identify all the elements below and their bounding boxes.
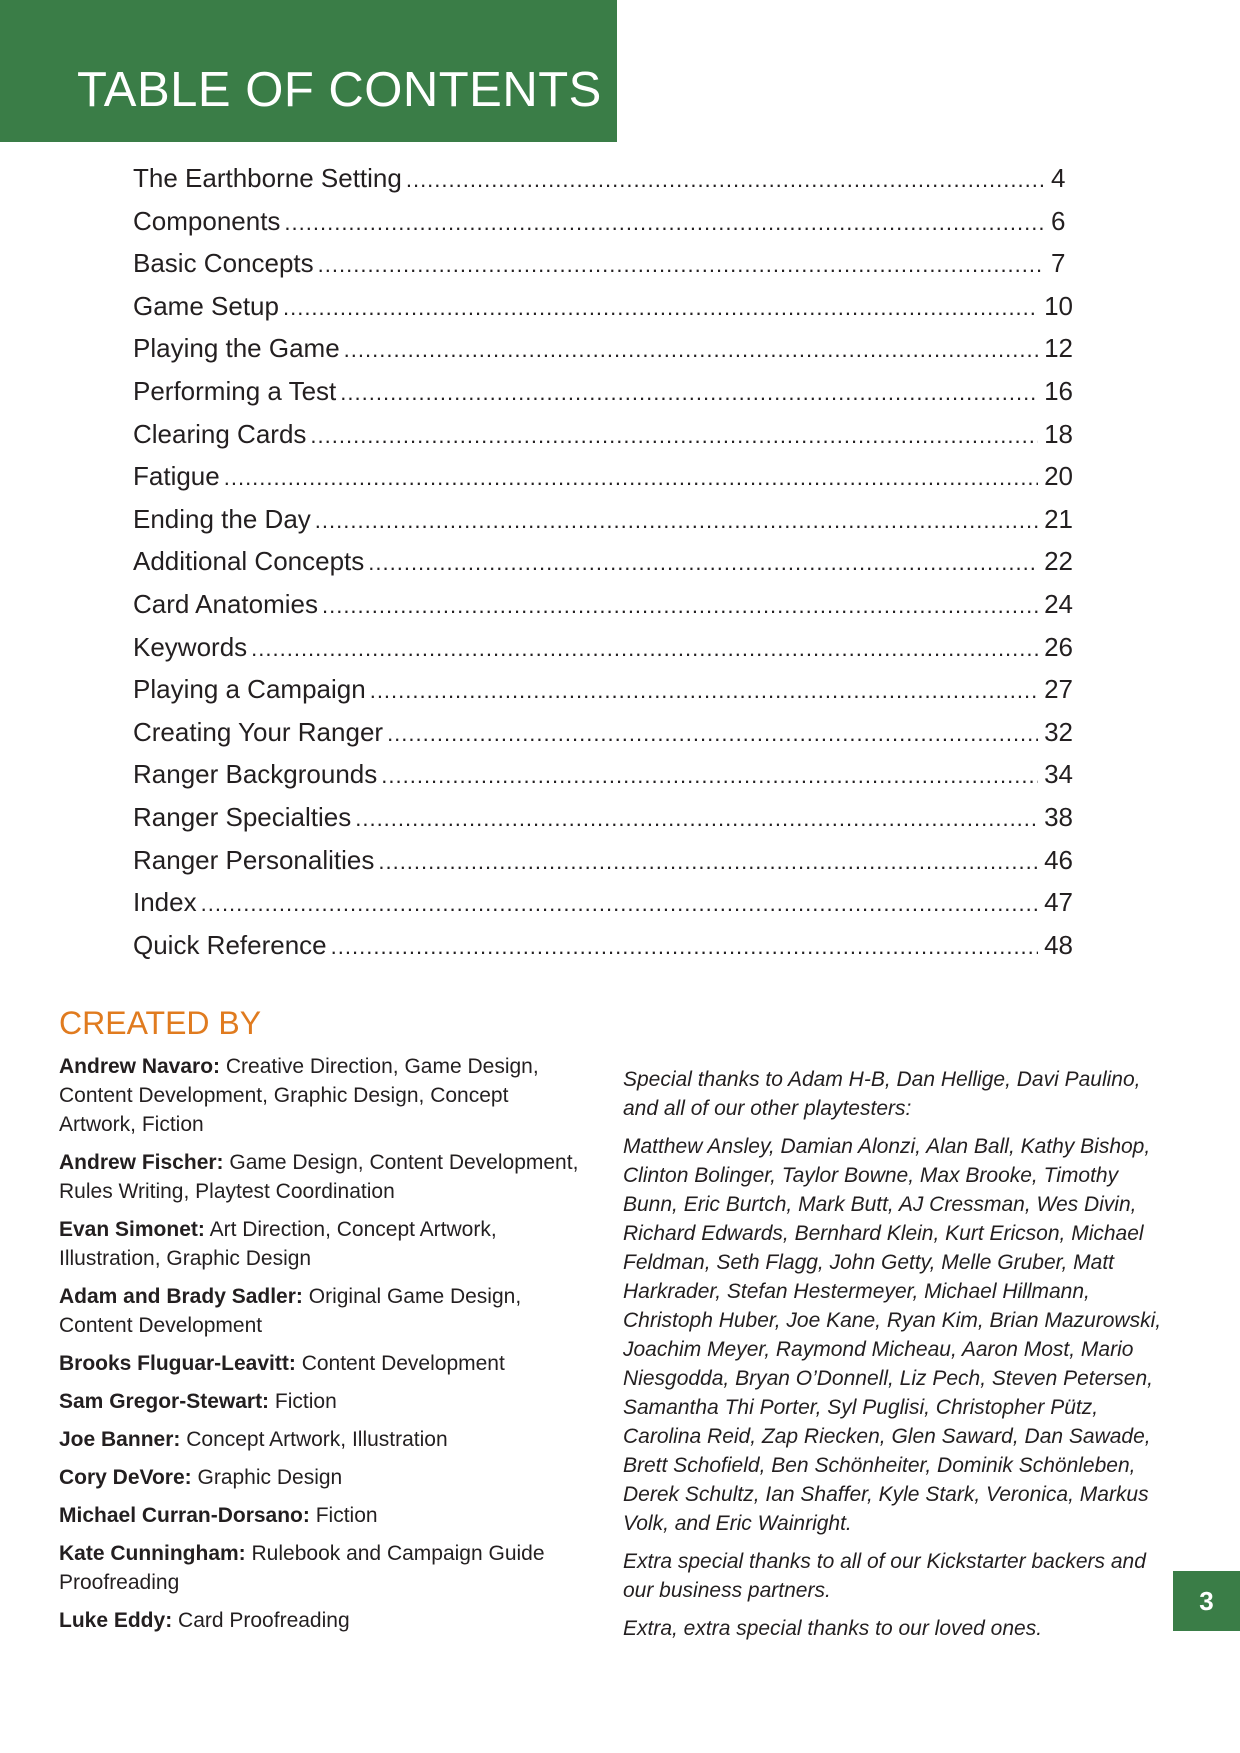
- toc-entry-label: Performing a Test: [133, 375, 337, 406]
- credit-name: Kate Cunningham:: [59, 1542, 246, 1565]
- toc-list: [133, 163, 1073, 972]
- toc-entry-page: 32: [1044, 716, 1073, 747]
- credit-entry: [59, 1282, 579, 1340]
- credit-roles: Creative Direction, Game Design, Content Development, Graphic Design, Concept Artwork, Fiction: [59, 1055, 539, 1136]
- toc-leader-dots: [318, 252, 1045, 278]
- toc-entry-label: The Earthborne Setting: [133, 163, 402, 193]
- toc-entry[interactable]: [133, 930, 1073, 973]
- toc-entry[interactable]: [133, 845, 1073, 888]
- thanks-playtesters: Matthew Ansley, Damian Alonzi, Alan Ball, Kathy Bishop, Clinton Bolinger, Taylor Bowne, Max Brooke, Timothy Bunn, Eric Burtch, Mark Butt, AJ Cressman, Wes Divin, Richard Edwards, Bernhard Klein, Kurt Ericson, Michael Feldman, Seth Flagg, John Getty, Melle Gruber, Matt Harkrader, Stefan Hestermeyer, Michael Hillmann, Christoph Huber, Joe Kane, Ryan Kim, Brian Mazurowski, Joachim Meyer, Raymond Micheau, Aaron Most, Mario Niesgodda, Bryan O’Donnell, Liz Pech, Steven Petersen, Samantha Thi Porter, Syl Puglisi, Christopher Pütz, Carolina Reid, Zap Riecken, Glen Saward, Dan Sawade, Brett Schofield, Ben Schönheiter, Dominik Schönleben, Derek Schultz, Ian Shaffer, Kyle Stark, Veronica, Markus Volk, and Eric Wainright.: [623, 1135, 1162, 1535]
- toc-entry-page: 20: [1044, 461, 1073, 492]
- credit-name: Cory DeVore:: [59, 1466, 192, 1489]
- toc-entry[interactable]: [133, 163, 1073, 206]
- toc-entry-label: Creating Your Ranger: [133, 716, 384, 747]
- toc-entry-page: 47: [1044, 887, 1073, 918]
- toc-leader-dots: [315, 508, 1038, 534]
- page-number: 3: [1199, 1585, 1214, 1616]
- toc-entry-label: Clearing Cards: [133, 418, 307, 449]
- credit-name: Evan Simonet:: [59, 1218, 205, 1241]
- toc-entry-page: 46: [1044, 844, 1073, 875]
- credits-heading: CREATED BY: [59, 1005, 262, 1041]
- toc-entry-label: Index: [133, 887, 197, 918]
- thanks-backers: Extra special thanks to all of our Kickstarter backers and our business partners.: [623, 1550, 1146, 1602]
- toc-entry-page: 24: [1044, 588, 1073, 619]
- credit-roles: Fiction: [274, 1390, 337, 1413]
- toc-entry[interactable]: [133, 887, 1073, 930]
- toc-entry-page: 18: [1044, 418, 1073, 449]
- toc-entry[interactable]: [133, 461, 1073, 504]
- credit-roles: Content Development: [301, 1352, 505, 1375]
- toc-leader-dots: [378, 849, 1038, 875]
- toc-entry[interactable]: [133, 674, 1073, 717]
- toc-entry[interactable]: [133, 206, 1073, 249]
- toc-entry-page: 27: [1044, 674, 1073, 705]
- toc-entry-page: 48: [1044, 929, 1073, 960]
- toc-leader-dots: [381, 763, 1038, 789]
- page-number-tab: [1173, 1571, 1240, 1631]
- toc-leader-dots: [355, 806, 1038, 832]
- toc-leader-dots: [370, 678, 1038, 704]
- thanks-loved-ones: Extra, extra special thanks to our loved ones.: [623, 1617, 1043, 1640]
- toc-leader-dots: [283, 295, 1038, 321]
- toc-entry-label: Card Anatomies: [133, 588, 318, 619]
- credit-roles: Card Proofreading: [178, 1609, 350, 1632]
- toc-entry[interactable]: [133, 802, 1073, 845]
- credit-name: Sam Gregor-Stewart:: [59, 1390, 270, 1413]
- credit-entry: [59, 1606, 579, 1635]
- toc-entry-page: 7: [1051, 248, 1066, 279]
- credit-roles: Game Design, Content Development, Rules Writing, Playtest Coordination: [59, 1151, 579, 1203]
- toc-entry[interactable]: [133, 291, 1073, 334]
- toc-entry-label: Basic Concepts: [133, 248, 314, 279]
- credit-name: Joe Banner:: [59, 1428, 181, 1451]
- toc-entry-label: Components: [133, 205, 281, 236]
- credit-entry: [59, 1463, 579, 1492]
- credit-entry: [59, 1215, 579, 1273]
- toc-leader-dots: [224, 465, 1038, 491]
- toc-entry[interactable]: [133, 632, 1073, 675]
- special-thanks: [623, 1065, 1178, 1652]
- credit-name: Brooks Fluguar-Leavitt:: [59, 1352, 296, 1375]
- credit-entry: [59, 1052, 579, 1139]
- toc-leader-dots: [340, 380, 1038, 406]
- toc-entry[interactable]: [133, 589, 1073, 632]
- credit-name: Luke Eddy:: [59, 1609, 173, 1632]
- toc-entry-label: Ranger Specialties: [133, 801, 352, 832]
- toc-entry-label: Quick Reference: [133, 929, 327, 960]
- toc-entry-page: 10: [1044, 290, 1073, 321]
- toc-entry[interactable]: [133, 333, 1073, 376]
- toc-leader-dots: [284, 210, 1045, 236]
- toc-leader-dots: [251, 636, 1038, 662]
- toc-entry-page: 38: [1044, 801, 1073, 832]
- toc-entry[interactable]: [133, 717, 1073, 760]
- toc-entry-page: 6: [1051, 205, 1066, 236]
- toc-entry-page: 22: [1044, 546, 1073, 577]
- toc-entry[interactable]: [133, 376, 1073, 419]
- toc-entry-label: Playing a Campaign: [133, 674, 366, 705]
- toc-entry-page: 26: [1044, 631, 1073, 662]
- toc-entry-label: Playing the Game: [133, 333, 340, 364]
- credit-roles: Fiction: [315, 1504, 378, 1527]
- toc-entry-label: Fatigue: [133, 461, 220, 492]
- credit-roles: Art Direction, Concept Artwork, Illustration, Graphic Design: [59, 1218, 497, 1270]
- toc-entry-page: 16: [1044, 375, 1073, 406]
- toc-title: TABLE OF CONTENTS: [77, 63, 602, 117]
- toc-header-banner: [0, 0, 617, 142]
- toc-leader-dots: [310, 423, 1038, 449]
- toc-leader-dots: [201, 891, 1038, 917]
- toc-entry-label: Ranger Personalities: [133, 844, 375, 875]
- credit-entry: [59, 1148, 579, 1206]
- toc-entry-label: Game Setup: [133, 290, 279, 321]
- toc-entry-label: Additional Concepts: [133, 546, 365, 577]
- thanks-intro: Special thanks to Adam H-B, Dan Hellige, Davi Paulino, and all of our other playtesters:: [623, 1068, 1141, 1120]
- toc-leader-dots: [331, 934, 1038, 960]
- toc-entry-label: Ranger Backgrounds: [133, 759, 378, 790]
- toc-entry-label: Ending the Day: [133, 503, 311, 534]
- credit-roles: Concept Artwork, Illustration: [186, 1428, 448, 1451]
- credit-entry: [59, 1539, 579, 1597]
- toc-leader-dots: [344, 337, 1038, 363]
- toc-entry-page: 12: [1044, 333, 1073, 364]
- toc-entry-label: Keywords: [133, 631, 248, 662]
- toc-entry-page: 21: [1044, 503, 1073, 534]
- credit-roles: Graphic Design: [197, 1466, 343, 1489]
- credit-name: Andrew Fischer:: [59, 1151, 224, 1174]
- credit-entry: [59, 1501, 579, 1530]
- credit-roles: Rulebook and Campaign Guide Proofreading: [59, 1542, 545, 1594]
- credit-entry: [59, 1349, 579, 1378]
- toc-entry-page: 4: [1051, 163, 1066, 193]
- credit-name: Andrew Navaro:: [59, 1055, 221, 1078]
- toc-leader-dots: [368, 550, 1038, 576]
- credit-name: Michael Curran-Dorsano:: [59, 1504, 310, 1527]
- toc-entry[interactable]: [133, 504, 1073, 547]
- credit-entry: [59, 1425, 579, 1454]
- toc-entry[interactable]: [133, 419, 1073, 462]
- toc-leader-dots: [406, 167, 1045, 193]
- credit-roles: Original Game Design, Content Development: [59, 1285, 522, 1337]
- credits-list: [59, 1052, 579, 1644]
- toc-entry[interactable]: [133, 759, 1073, 802]
- toc-leader-dots: [387, 721, 1038, 747]
- credit-entry: [59, 1387, 579, 1416]
- toc-leader-dots: [322, 593, 1038, 619]
- toc-entry[interactable]: [133, 248, 1073, 291]
- toc-entry[interactable]: [133, 546, 1073, 589]
- toc-entry-page: 34: [1044, 759, 1073, 790]
- credit-name: Adam and Brady Sadler:: [59, 1285, 303, 1308]
